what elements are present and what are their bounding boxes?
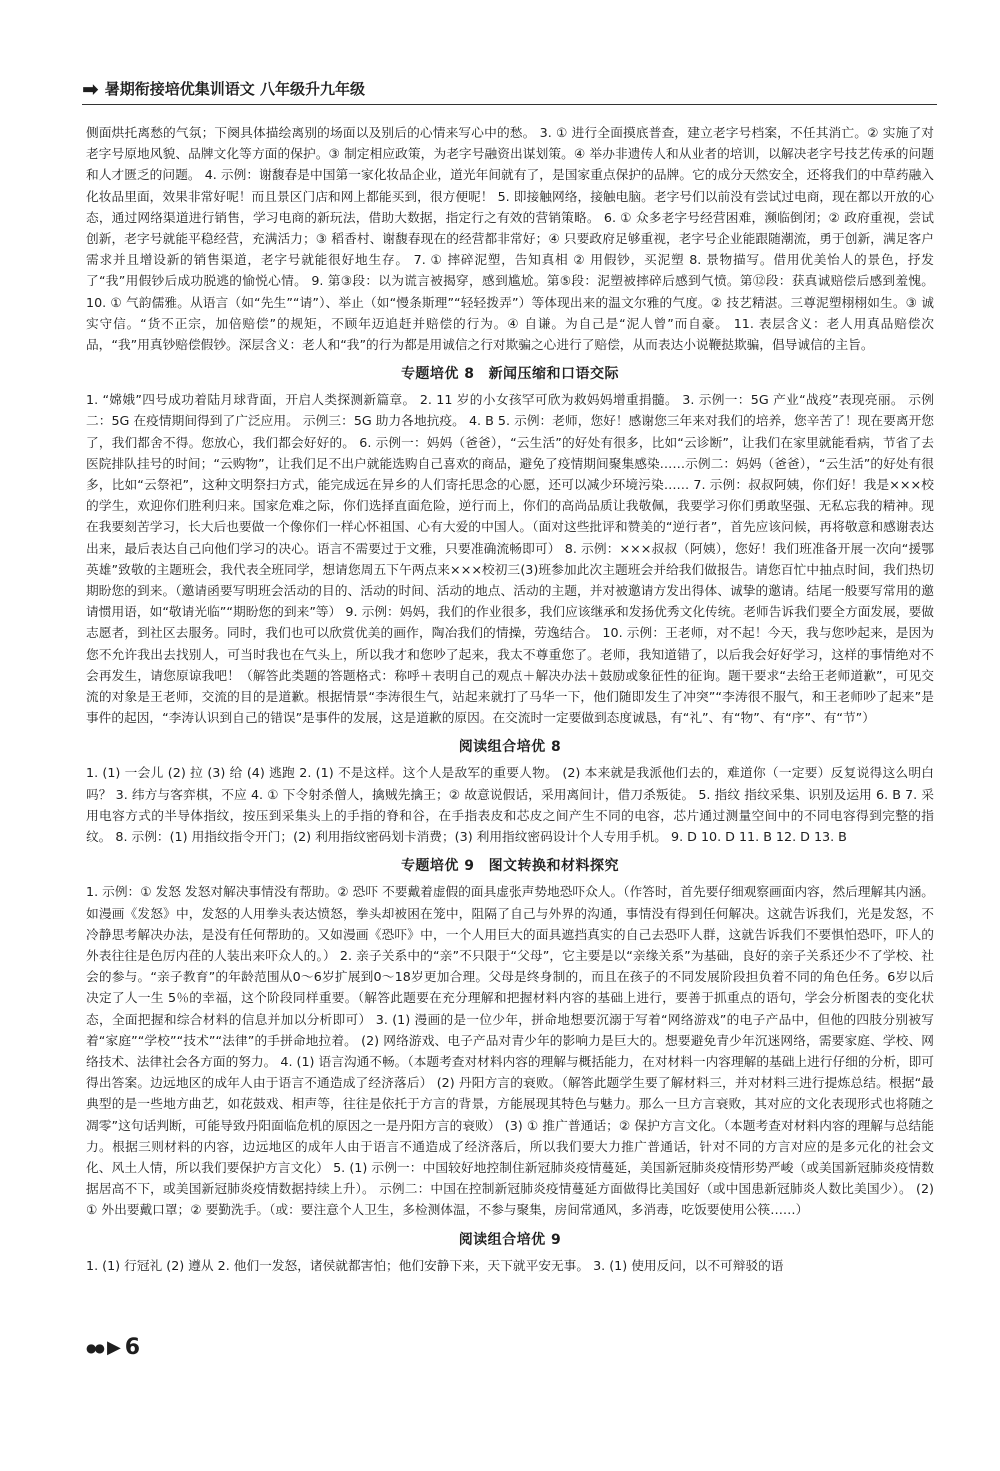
header-title: 暑期衔接培优集训语文 八年级升九年级 — [104, 80, 365, 98]
running-header — [82, 78, 937, 99]
arrow-right-icon: ➡ — [82, 76, 99, 101]
answer-paragraph: 1. 示例：① 发怒 发怒对解决事情没有帮助。② 恐吓 不要戴着虚假的面具虚张声势地恐吓众人。（作答时，首先要仔细观察画面内容，然后理解其内涵。如漫画《发怒》中，发怒的人用拳头表达愤怒，拳头却被困在笼中，阻隔了自己与外界的沟通，事情没有得到任何解决。这就告诉我们，光是发怒，不冷静思考解决办法，是没有任何帮助的。又如漫画《恐吓》中，一个人用巨大的面具遮挡真实的自己去恐吓人群，这就告诉我们不要惧怕恐吓，吓人的外表往往是色厉内荏的人装出来吓众人的。） 2. 亲子关系中的“亲”不只限于“父母”，它主要是以“亲缘关系”为基础，良好的亲子关系还少不了学校、社会的参与。“亲子教育”的年龄范围从0～6岁扩展到0～18岁更加合理。父母是终身制的，而且在孩子的不同发展阶段担负着不同的角色任务。6岁以后决定了人一生 5％的幸福，这个阶段同样重要。（解答此题要在充分理解和把握材料内容的基础上进行，要善于抓重点的语句，学会分析图表的变化状态，全面把握和综合材料的信息并加以分析即可） 3. (1) 漫画的是一位少年，拼命地想要沉溺于写着“网络游戏”的电子产品中，但他的四肢分别被写着“家庭”“学校”“技术”“法律”的手拼命地拉着。 (2) 网络游戏、电子产品对青少年的影响力是巨大的。想要避免青少年沉迷网络，需要家庭、学校、网络技术、法律社会各方面的努力。 4. (1) 语言沟通不畅。（本题考查对材料内容的理解与概括能力，在对材料一内容理解的基础上进行仔细的分析，即可得出答案。边远地区的成年人由于语言不通造成了经济落后） (2) 丹阳方言的衰败。（解答此题学生要了解材料三，并对材料三进行提炼总结。根据“最典型的是一些地方曲艺，如花鼓戏、相声等，往往是依托于方言的背景，方能展现其特色与魅力。那么一旦方言衰败，其对应的文化表现形式也将随之凋零”这句话判断，可能导致丹阳面临危机的原因之一是丹阳方言的衰败） (3) ① 推广普通话；② 保护方言文化。（本题考查对材料内容的理解与总结能力。根据三则材料的内容，边远地区的成年人由于语言不通造成了经济落后，所以我们要大力推广普通话，针对不同的方言对应的是多元化的社会文化、风土人情，所以我们要保护方言文化） 5. (1) 示例一：中国较好地控制住新冠肺炎疫情蔓延，美国新冠肺炎疫情形势严峻（或美国新冠肺炎疫情数据居高不下，或美国新冠肺炎疫情数据持续上升）。 示例二：中国在控制新冠肺炎疫情蔓延方面做得比美国好（或中国患新冠肺炎人数比美国少）。 (2) ① 外出要戴口罩；② 要勤洗手。（或：要注意个人卫生，多检测体温，不参与聚集，房间常通风，多消毒，吃饭要使用公筷……） — [86, 884, 934, 1218]
section-label: 阅读组合培优 8 — [458, 739, 562, 756]
page-number: 6 — [124, 1335, 141, 1360]
section-label: 专题培优 9 — [400, 858, 475, 875]
answer-content — [86, 122, 934, 1276]
section-heading — [86, 1229, 934, 1249]
section-title: 新闻压缩和口语交际 — [488, 366, 620, 383]
section-heading — [86, 363, 934, 383]
section-heading — [86, 736, 934, 756]
triangle-right-icon: ▶ — [106, 1337, 121, 1358]
answer-paragraph: 1. “嫦娥”四号成功着陆月球背面，开启人类探测新篇章。 2. 11 岁的小女孩罕可欣为救妈妈增重捐髓。 3. 示例一：5G 产业“战疫”表现亮丽。 示例二：5G 在疫情期间得到了广泛应用。 示例三：5G 助力各地抗疫。 4. B 5. 示例：老师，您好！感谢您三年来对我们的培养，您辛苦了！现在要离开您了，我们都舍不得。您放心，我们都会好好的。 6. 示例一：妈妈（爸爸），“云生活”的好处有很多，比如“云诊断”，让我们在家里就能看病，节省了去医院排队挂号的时间；“云购物”，让我们足不出户就能选购自己喜欢的商品，避免了疫情期间聚集感染……示例二：妈妈（爸爸），“云生活”的好处有很多，比如“云祭祀”，这种文明祭扫方式，能完成远在异乡的人们寄托思念的心愿，还可以减少环境污染…… 7. 示例：叔叔阿姨，你们好！我是×××校的学生，欢迎你们胜利归来。国家危难之际，你们选择直面危险，逆行而上，你们的高尚品质让我敬佩，我要学习你们勇敢坚强、无私忘我的精神。现在我要刻苦学习，长大后也要做一个像你们一样心怀祖国、心有大爱的中国人。（面对这些批评和赞美的“逆行者”，首先应该问候，再将敬意和感谢表达出来，最后表达自己向他们学习的决心。语言不需要过于文雅，只要准确流畅即可） 8. 示例：×××叔叔（阿姨），您好！我们班准备开展一次向“援鄂英雄”致敬的主题班会，我代表全班同学，想请您周五下午两点来×××校初三(3)班参加此次主题班会并给我们做报告。请您百忙中抽点时间，我们热切期盼您的到来。（邀请函要写明班会活动的目的、活动的时间、活动的地点、活动的主题，并对被邀请方发出得体、诚挚的邀请。结尾一般要写常用的邀请惯用语，如“敬请光临”“期盼您的到来”等） 9. 示例：妈妈，我们的作业很多，我们应该继承和发扬优秀文化传统。老师告诉我们要全方面发展，要做志愿者，到社区去服务。同时，我们也可以欣赏优美的画作，陶冶我们的情操，劳逸结合。 10. 示例：王老师，对不起！今天，我与您吵起来，是因为您不允许我出去找别人，可当时我也在气头上，所以我才和您吵了起来，我太不尊重您了。老师，我知道错了，以后我会好好学习，这样的事情绝对不会再发生，请您原谅我吧！（解答此类题的答题格式：称呼＋表明自己的观点＋解决办法＋鼓励或象征性的征询。题干要求“去给王老师道歉”，可见交流的对象是王老师，交流的目的是道歉。根据情景“李涛很生气，站起来就打了马华一下，他们随即发生了冲突”“李涛很不服气，和王老师吵了起来”是事件的起因，“李涛认识到自己的错误”是事件的发展，这是道歉的原因。在交流时一定要做到态度诚恳，有“礼”、有“物”、有“序”、有“节”） — [86, 392, 934, 726]
header-rule — [82, 104, 937, 105]
answer-paragraph: 1. (1) 行冠礼 (2) 遵从 2. 他们一发怒，诸侯就都害怕；他们安静下来，天下就平安无事。 3. (1) 使用反问，以不可辩驳的语 — [86, 1257, 784, 1273]
answer-paragraph: 侧面烘托离愁的气氛；下阕具体描绘离别的场面以及别后的心情来写心中的愁。 3. ① 进行全面摸底普查，建立老字号档案，不任其消亡。② 实施了对老字号原地风貌、品牌文化等方面的保护。③ 制定相应政策，为老字号融资出谋划策。④ 举办非遗传人和从业者的培训，以解决老字号技艺传承的问题和人才匮乏的问题。 4. 示例：谢馥春是中国第一家化妆品企业，道光年间就有了，是国家重点保护的品牌。它的成分天然安全，还将我们的中草药融入化妆品里面，效果非常好呢！而且景区门店和网上都能买到，很方便呢！ 5. 即接触网络，接触电脑。老字号们以前没有尝试过电商，现在都以开放的心态，通过网络渠道进行销售，学习电商的新玩法，借助大数据，指定行之有效的营销策略。 6. ① 众多老字号经营困难，濒临倒闭；② 政府重视，尝试创新，老字号就能平稳经营，充满活力；③ 稻香村、谢馥春现在的经营都非常好；④ 只要政府足够重视，老字号企业能跟随潮流，勇于创新，满足客户需求并且增设新的销售渠道，老字号就能很好地生存。 7. ① 摔碎泥塑，告知真相 ② 用假钞，买泥塑 8. 景物描写。借用优美怡人的景色，抒发了“我”用假钞后成功脱逃的愉悦心情。 9. 第③段：以为谎言被揭穿，感到尴尬。第⑤段：泥塑被摔碎后感到气愤。第⑫段：获真诚赔偿后感到羞愧。 10. ① 气韵儒雅。从语言（如“先生”“请”）、举止（如“慢条斯理”“轻轻拨弄”）等体现出来的温文尔雅的气度。② 技艺精湛。三尊泥塑栩栩如生。③ 诚实守信。“货不正宗，加倍赔偿”的规矩，不顾年迈追赶并赔偿的行为。④ 自谦。为自己是“泥人曾”而自豪。 11. 表层含义：老人用真品赔偿次品，“我”用真钞赔偿假钞。深层含义：老人和“我”的行为都是用诚信之行对欺骗之心进行了赔偿，从而表达小说鞭挞欺骗，倡导诚信的主旨。 — [86, 125, 934, 353]
dots-icon: ●● — [86, 1340, 103, 1355]
section-heading — [86, 855, 934, 875]
section-label: 阅读组合培优 9 — [458, 1231, 562, 1248]
section-label: 专题培优 8 — [400, 366, 475, 383]
page-footer — [86, 1335, 140, 1360]
section-title: 图文转换和材料探究 — [488, 858, 620, 875]
answer-paragraph: 1. (1) 一会儿 (2) 拉 (3) 给 (4) 逃跑 2. (1) 不是这样。这个人是敌军的重要人物。 (2) 本来就是我派他们去的，难道你（一定要）反复说得这么明白吗？ 3. 纬方与客弈棋，不应 4. ① 下令射杀僧人，擒贼先擒王；② 故意说假话，采用离间计，借刀杀叛徒。 5. 指纹 指纹采集、识别及运用 6. B 7. 采用电容方式的半导体指纹，按压到采集头上的手指的脊和谷，在手指表皮和芯皮之间产生不同的电容，芯片通过测量空间中的不同电容得到完整的指纹。 8. 示例：(1) 用指纹指令开门；(2) 利用指纹密码划卡消费；(3) 利用指纹密码设计个人专用手机。 9. D 10. D 11. B 12. D 13. B — [86, 765, 934, 845]
